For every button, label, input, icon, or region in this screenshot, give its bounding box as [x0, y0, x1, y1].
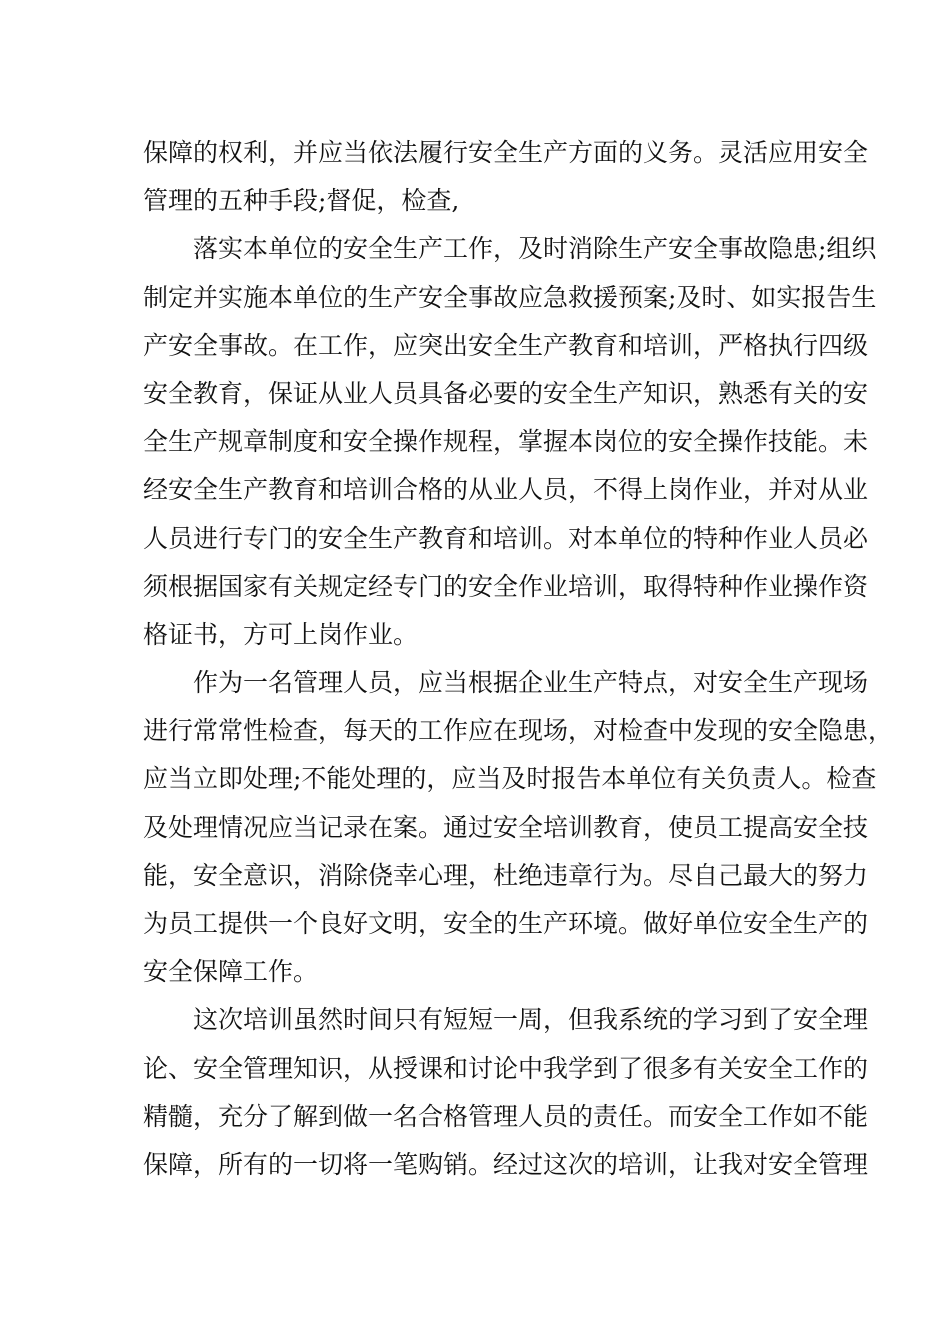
- text-line: 经安全生产教育和培训合格的从业人员，不得上岗作业，并对从业: [143, 475, 869, 505]
- text-line: 能，安全意识，消除侥幸心理，杜绝违章行为。尽自己最大的努力: [143, 860, 869, 890]
- text-line: 作为一名管理人员，应当根据企业生产特点，对安全生产现场: [143, 668, 869, 698]
- text-line: 安全教育，保证从业人员具备必要的安全生产知识，熟悉有关的安: [143, 378, 869, 408]
- text-line: 格证书，方可上岗作业。: [143, 619, 419, 649]
- document-body: [143, 129, 894, 1189]
- text-line: 落实本单位的安全生产工作，及时消除生产安全事故隐患;组织: [143, 234, 877, 264]
- text-line: 须根据国家有关规定经专门的安全作业培训，取得特种作业操作资: [143, 571, 869, 601]
- text-line: 及处理情况应当记录在案。通过安全培训教育，使员工提高安全技: [143, 812, 869, 842]
- text-line: 这次培训虽然时间只有短短一周，但我系统的学习到了安全理: [143, 1005, 869, 1035]
- text-line: 保障的权利，并应当依法履行安全生产方面的义务。灵活应用安全: [143, 138, 869, 167]
- text-line: 保障，所有的一切将一笔购销。经过这次的培训，让我对安全管理: [143, 1149, 869, 1179]
- text-line: 精髓，充分了解到做一名合格管理人员的责任。而安全工作如不能: [143, 1101, 869, 1131]
- text-line: 为员工提供一个良好文明，安全的生产环境。做好单位安全生产的: [143, 909, 869, 938]
- text-line: 产安全事故。在工作，应突出安全生产教育和培训，严格执行四级: [143, 330, 869, 360]
- text-line: 管理的五种手段;督促，检查,: [143, 186, 460, 216]
- text-line: 制定并实施本单位的生产安全事故应急救援预案;及时、如实报告生: [143, 282, 877, 312]
- text-line: 应当立即处理;不能处理的，应当及时报告本单位有关负责人。检查: [143, 764, 877, 794]
- text-line: 论、安全管理知识，从授课和讨论中我学到了很多有关安全工作的: [143, 1053, 869, 1083]
- text-line: 安全保障工作。: [143, 957, 319, 987]
- text-line: 人员进行专门的安全生产教育和培训。对本单位的特种作业人员必: [143, 523, 869, 553]
- text-line: 进行常常性检查，每天的工作应在现场，对检查中发现的安全隐患，: [143, 716, 894, 746]
- text-line: 全生产规章制度和安全操作规程，掌握本岗位的安全操作技能。未: [143, 427, 869, 457]
